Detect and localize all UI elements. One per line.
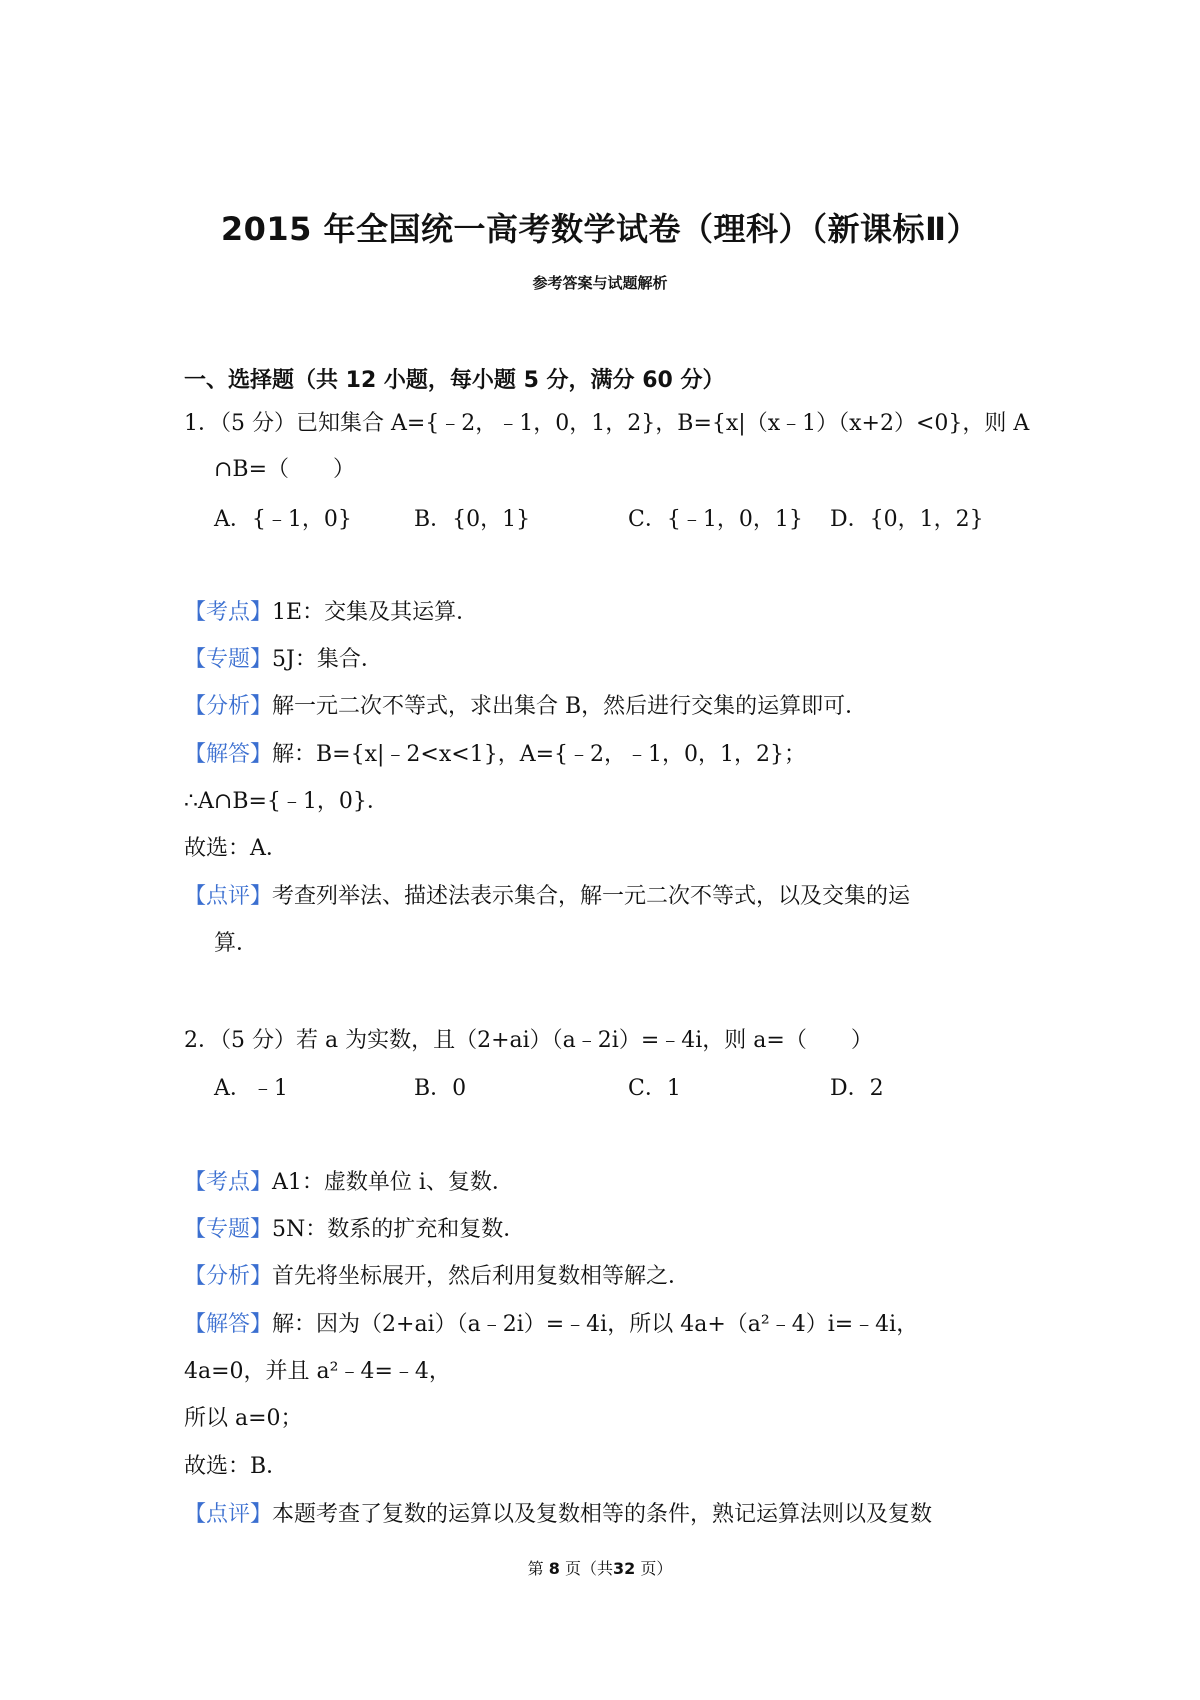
page-subtitle: 参考答案与试题解析 bbox=[532, 274, 668, 292]
question-1-jieda bbox=[184, 740, 806, 770]
question-2-kaodian bbox=[184, 1168, 514, 1198]
jieda-text: 解：因为（2+ai）（a﹣2i）=﹣4i，所以 4a+（a²﹣4）i=﹣4i， bbox=[272, 1312, 919, 1337]
question-1-kaodian bbox=[184, 598, 478, 628]
footer-suffix: 页） bbox=[640, 1559, 673, 1578]
question-1-option-a: A．{﹣1，0} bbox=[214, 507, 352, 532]
page-footer bbox=[0, 1556, 1200, 1579]
footer-total-pages: 32 bbox=[612, 1559, 636, 1578]
zhuanti-tag: 【专题】 bbox=[184, 647, 273, 672]
question-2-option-d: D．2 bbox=[830, 1076, 884, 1101]
question-1-option-c: C．{﹣1，0，1} bbox=[628, 507, 803, 532]
jieda-text: 解：B={x|﹣2<x<1}，A={﹣2，﹣1，0，1，2}； bbox=[272, 742, 806, 767]
question-1-answer: 故选：A． bbox=[184, 836, 288, 861]
page-title: 2015 年全国统一高考数学试卷（理科）（新课标Ⅱ） bbox=[220, 210, 980, 248]
zhuanti-text: 5J：集合． bbox=[272, 647, 383, 672]
footer-prefix: 第 bbox=[527, 1559, 544, 1578]
question-2-work-line-1: 4a=0，并且 a²﹣4=﹣4， bbox=[184, 1359, 451, 1384]
question-1-option-b: B．{0，1} bbox=[414, 507, 531, 532]
dianping-tag: 【点评】 bbox=[184, 1502, 273, 1527]
kaodian-text: 1E：交集及其运算． bbox=[272, 600, 479, 625]
question-2-work-line-2: 所以 a=0； bbox=[184, 1406, 303, 1431]
question-2-option-c: C．1 bbox=[628, 1076, 681, 1101]
section-title: 一、选择题（共 12 小题，每小题 5 分，满分 60 分） bbox=[184, 368, 725, 393]
dianping-tag: 【点评】 bbox=[184, 884, 273, 909]
question-2-stem-line-1: 2．（5 分）若 a 为实数，且（2+ai）（a﹣2i）=﹣4i，则 a=（ ） bbox=[184, 1028, 873, 1053]
question-2-zhuanti bbox=[184, 1215, 525, 1245]
question-1-stem-line-1: 1．（5 分）已知集合 A={﹣2，﹣1，0，1，2}，B={x|（x﹣1）（x+2）<0}，则 A bbox=[184, 411, 1030, 436]
question-1-stem-line-2: ∩B=（ ） bbox=[214, 457, 356, 482]
dianping-text: 本题考查了复数的运算以及复数相等的条件，熟记运算法则以及复数 bbox=[272, 1502, 933, 1527]
question-2-option-b: B．0 bbox=[414, 1076, 467, 1101]
question-1-zhuanti bbox=[184, 645, 383, 675]
fenxi-text: 首先将坐标展开，然后利用复数相等解之． bbox=[272, 1264, 691, 1289]
question-1-dianping-line-2: 算． bbox=[214, 931, 259, 956]
question-1-work-line-1: ∴A∩B={﹣1，0}． bbox=[184, 789, 389, 814]
question-2-fenxi bbox=[184, 1262, 690, 1292]
kaodian-tag: 【考点】 bbox=[184, 1170, 273, 1195]
fenxi-tag: 【分析】 bbox=[184, 694, 273, 719]
zhuanti-text: 5N：数系的扩充和复数． bbox=[272, 1217, 526, 1242]
fenxi-tag: 【分析】 bbox=[184, 1264, 273, 1289]
dianping-text: 考查列举法、描述法表示集合，解一元二次不等式，以及交集的运 bbox=[272, 884, 911, 909]
footer-middle: 页（共 bbox=[564, 1559, 613, 1578]
question-1-option-d: D．{0，1，2} bbox=[830, 507, 984, 532]
question-2-answer: 故选：B． bbox=[184, 1454, 289, 1479]
question-2-option-a: A．﹣1 bbox=[214, 1076, 288, 1101]
kaodian-text: A1：虚数单位 i、复数． bbox=[272, 1170, 514, 1195]
question-1-dianping bbox=[184, 882, 910, 912]
kaodian-tag: 【考点】 bbox=[184, 600, 273, 625]
jieda-tag: 【解答】 bbox=[184, 742, 273, 767]
question-1-fenxi bbox=[184, 692, 867, 722]
question-2-dianping bbox=[184, 1500, 932, 1530]
fenxi-text: 解一元二次不等式，求出集合 B，然后进行交集的运算即可． bbox=[272, 694, 868, 719]
question-2-jieda bbox=[184, 1310, 918, 1340]
jieda-tag: 【解答】 bbox=[184, 1312, 273, 1337]
zhuanti-tag: 【专题】 bbox=[184, 1217, 273, 1242]
footer-page-number: 8 bbox=[548, 1559, 560, 1578]
